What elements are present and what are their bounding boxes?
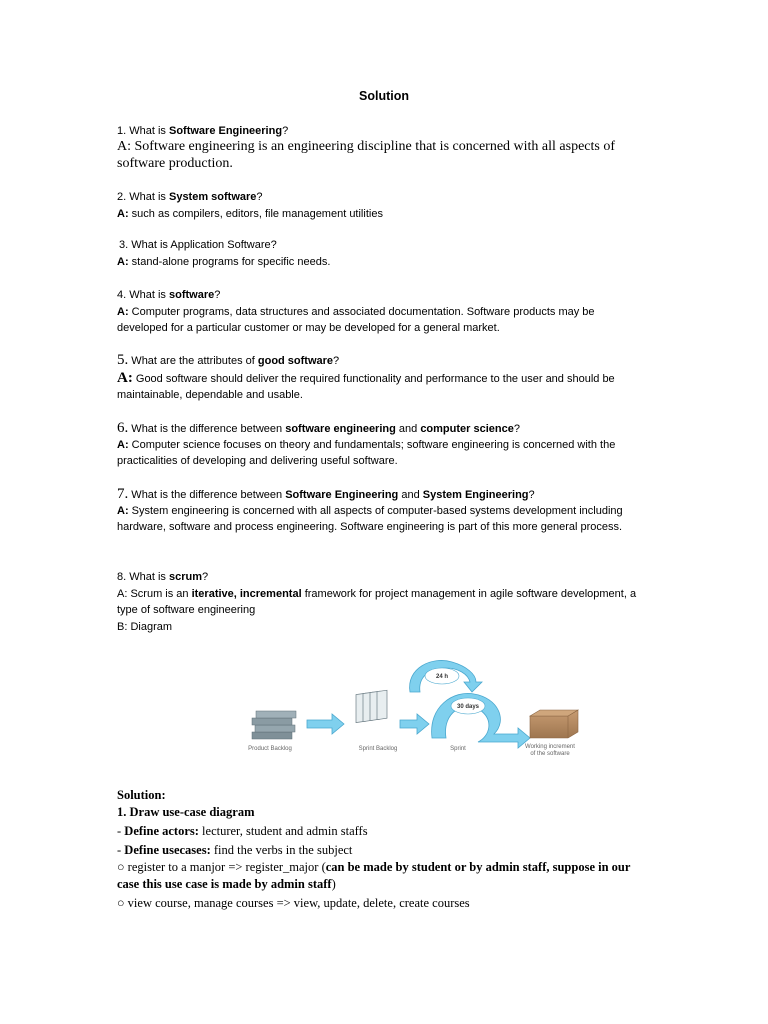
answer-3: A: stand-alone programs for specific needs. [117,256,331,268]
answer-8b: B: Diagram [117,621,173,633]
label-working-increment: Working increment [525,744,575,750]
usecase-item-1: ○ register to a manjor => register_major (can be made by student or by admin staff, suppose in our case this use case is made by admin staff) [117,860,631,891]
answer-4: A: Computer programs, data structures and associated documentation. Software products may be developed for a particular customer or may be developed for a general market. [117,306,595,334]
sprint-cycle-icon [410,660,530,748]
question-8: 8. What is scrum? [117,571,209,583]
label-of-the-software: of the software [530,751,570,757]
label-product-backlog: Product Backlog [248,746,292,752]
answer-1: A: Software engineering is an engineering discipline that is concerned with all aspects of software production. [117,139,616,171]
product-backlog-stack-icon [252,711,296,739]
cycle-outer-label: 24 h [435,674,449,680]
working-increment-box-icon [530,710,578,738]
question-2: 2. What is System software? [117,191,263,203]
question-1: 1. What is Software Engineering? [117,125,289,137]
arrow-right-icon [307,714,344,734]
question-5: 5. What are the attributes of good software? [117,352,340,368]
usecase-item-2: ○ view course, manage courses => view, update, delete, create courses [117,896,470,910]
question-7: 7. What is the difference between Software Engineering and System Engineering? [117,486,535,502]
solution-title: Solution: [117,788,166,802]
answer-6: A: Computer science focuses on theory and fundamentals; software engineering is concerned with the practicalities of developing and delivering useful software. [117,439,616,467]
define-actors-line: - Define actors: lecturer, student and admin staffs [117,824,368,838]
question-number: 1. [117,125,127,137]
arrow-right-icon [400,714,429,734]
question-4: 4. What is software? [117,289,221,301]
scrum-diagram [232,650,592,762]
label-sprint-backlog: Sprint Backlog [358,746,398,752]
define-usecases-line: - Define usecases: find the verbs in the subject [117,843,353,857]
answer-7: A: System engineering is concerned with all aspects of computer-based systems development including hardware, software and process engineering. Software engineering is part of this more general process. [117,505,623,533]
label-sprint: Sprint [450,746,466,752]
answer-2: A: such as compilers, editors, file management utilities [117,208,383,220]
question-6: 6. What is the difference between software engineering and computer science? [117,420,520,436]
cycle-inner-label: 30 days [456,704,480,710]
solution-section [117,787,647,912]
question-3: 3. What is Application Software? [119,239,277,251]
sprint-backlog-sheets-icon [356,690,387,722]
answer-8a: A: Scrum is an iterative, incremental framework for project management in agile software development, a type of software engineering [117,588,637,616]
page-title: Solution [359,89,409,103]
answer-5: A: Good software should deliver the required functionality and performance to the user and should be maintainable, dependable and usable. [117,370,615,401]
step-1-heading: 1. Draw use-case diagram [117,805,255,819]
